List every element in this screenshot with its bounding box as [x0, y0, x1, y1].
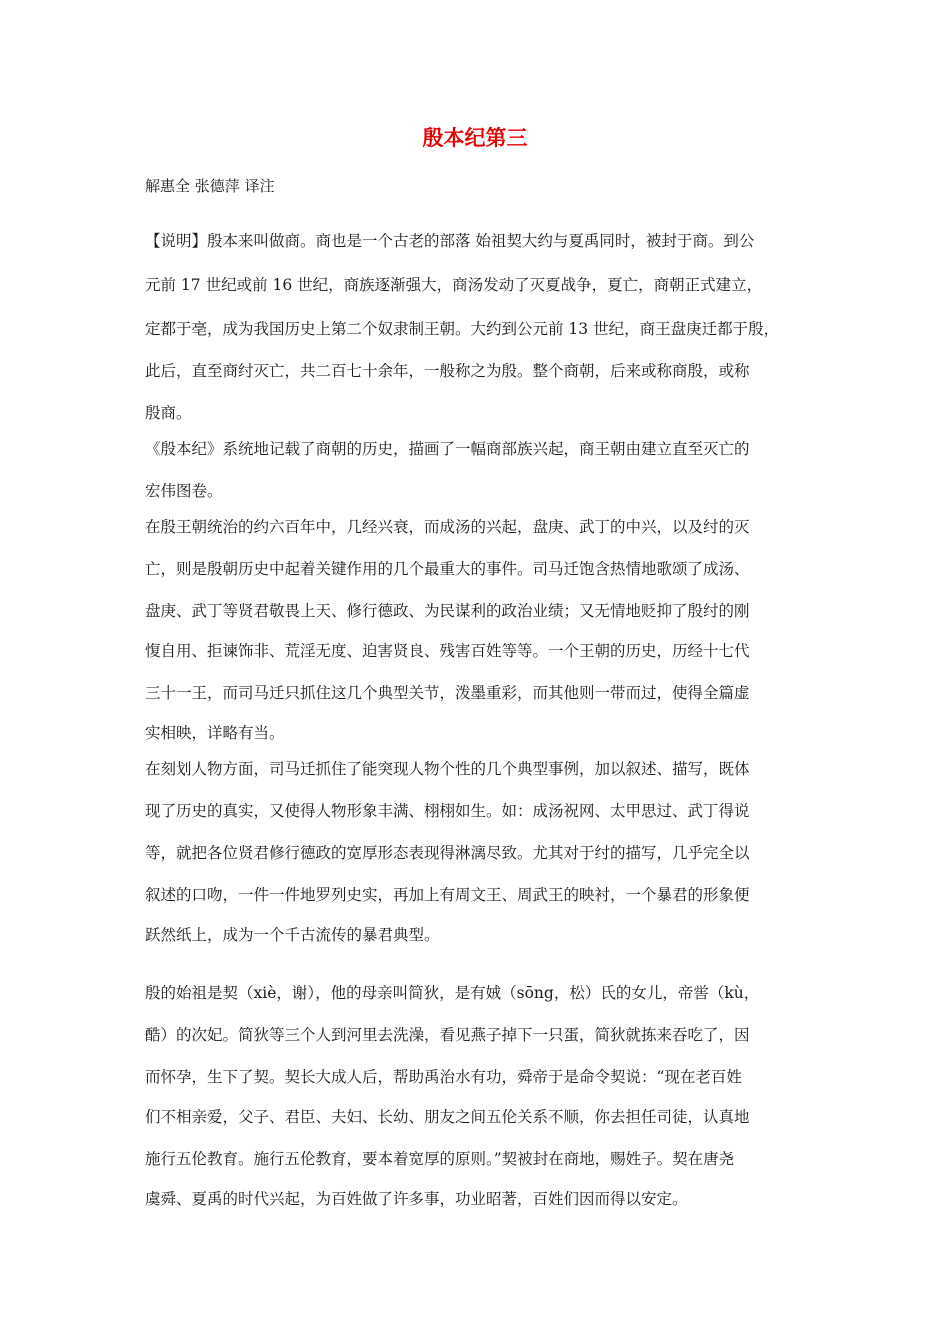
text-line: 酷）的次妃。简狄等三个人到河里去洗澡，看见燕子掉下一只蛋，简狄就拣来吞吃了，因	[145, 1026, 750, 1044]
text-line: 实相映，详略有当。	[145, 724, 285, 742]
text-line: 跃然纸上，成为一个千古流传的暴君典型。	[145, 926, 440, 944]
text-line: 而怀孕，生下了契。契长大成人后，帮助禹治水有功，舜帝于是命令契说：“现在老百姓	[145, 1068, 742, 1086]
text-line: 现了历史的真实，又使得人物形象丰满、栩栩如生。如：成汤祝网、太甲思过、武丁得说	[145, 802, 750, 820]
text-line: 叙述的口吻，一件一件地罗列史实，再加上有周文王、周武王的映衬，一个暴君的形象便	[145, 886, 750, 904]
text-line: 愎自用、拒谏饰非、荒淫无度、迫害贤良、残害百姓等等。一个王朝的历史，历经十七代	[145, 642, 750, 660]
text-line: 盘庚、武丁等贤君敬畏上天、修行德政、为民谋利的政治业绩；又无情地贬抑了殷纣的刚	[145, 602, 750, 620]
page-title: 殷本纪第三	[422, 126, 528, 150]
text-line: 元前 17 世纪或前 16 世纪，商族逐渐强大，商汤发动了灭夏战争，夏亡，商朝正式建立，	[145, 276, 763, 294]
text-line: 在殷王朝统治的约六百年中，几经兴衰，而成汤的兴起，盘庚、武丁的中兴，以及纣的灭	[145, 518, 750, 536]
text-line: 【说明】殷本来叫做商。商也是一个古老的部落 始祖契大约与夏禹同时，被封于商。到公	[145, 232, 755, 250]
authors-line: 解惠全 张德萍 译注	[145, 177, 275, 195]
text-line: 们不相亲爱，父子、君臣、夫妇、长幼、朋友之间五伦关系不顺，你去担任司徒，认真地	[145, 1108, 750, 1126]
text-line: 殷的始祖是契（xiè，谢），他的母亲叫简狄，是有娀（sōng，松）氏的女儿，帝喾（kù，	[145, 984, 760, 1002]
text-line: 等，就把各位贤君修行德政的宽厚形态表现得淋漓尽致。尤其对于纣的描写，几乎完全以	[145, 844, 750, 862]
text-line: 三十一王，而司马迁只抓住这几个典型关节，泼墨重彩，而其他则一带而过，使得全篇虚	[145, 684, 750, 702]
text-line: 此后，直至商纣灭亡，共二百七十余年，一般称之为殷。整个商朝，后来或称商殷，或称	[145, 362, 750, 380]
text-line: 定都于亳，成为我国历史上第二个奴隶制王朝。大约到公元前 13 世纪，商王盘庚迁都于殷，	[145, 320, 780, 338]
text-line: 施行五伦教育。施行五伦教育，要本着宽厚的原则。”契被封在商地，赐姓子。契在唐尧	[145, 1150, 735, 1168]
text-line: 虞舜、夏禹的时代兴起，为百姓做了许多事，功业昭著，百姓们因而得以安定。	[145, 1190, 688, 1208]
text-line: 殷商。	[145, 404, 192, 422]
text-line: 亡，则是殷朝历史中起着关键作用的几个最重大的事件。司马迁饱含热情地歌颂了成汤、	[145, 560, 750, 578]
text-line: 宏伟图卷。	[145, 482, 223, 500]
text-line: 在刻划人物方面，司马迁抓住了能突现人物个性的几个典型事例，加以叙述、描写，既体	[145, 760, 750, 778]
text-line: 《殷本纪》系统地记载了商朝的历史，描画了一幅商部族兴起，商王朝由建立直至灭亡的	[145, 440, 750, 458]
